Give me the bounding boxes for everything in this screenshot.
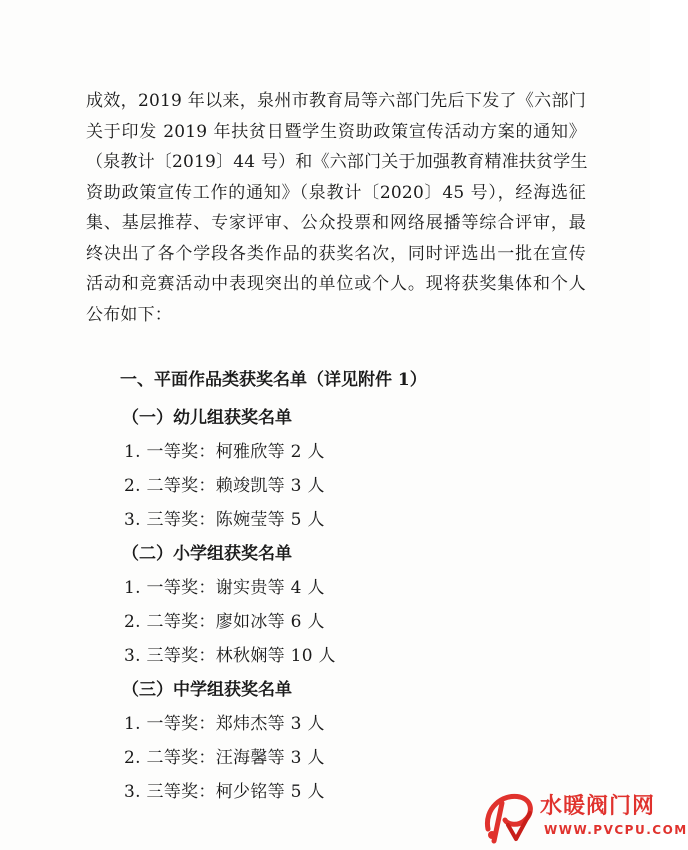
section-heading: 一、平面作品类获奖名单（详见附件 1）: [120, 370, 427, 390]
intro-line: 公布如下：: [86, 304, 172, 325]
award-item: 3. 三等奖：林秋娴等 10 人: [124, 646, 336, 666]
intro-paragraph: [86, 86, 586, 330]
site-watermark[interactable]: [468, 783, 688, 850]
intro-line: 关于印发 2019 年扶贫日暨学生资助政策宣传活动方案的通知》: [86, 121, 586, 142]
intro-line: 成效，2019 年以来，泉州市教育局等六部门先后下发了《六部门: [86, 91, 586, 111]
group-heading-secondary: （三）中学组获奖名单: [122, 680, 292, 700]
intro-line: （泉教计〔2019〕44 号）和《六部门关于加强教育精准扶贫学生: [86, 152, 588, 172]
award-item: 2. 二等奖：赖竣凯等 3 人: [124, 476, 325, 496]
watermark-title: 水暖阀门网: [540, 794, 656, 819]
award-item: 1. 一等奖：柯雅欣等 2 人: [124, 442, 325, 462]
award-item: 2. 二等奖：廖如冰等 6 人: [124, 612, 325, 632]
group-heading-primary: （二）小学组获奖名单: [122, 544, 292, 564]
pv-logo-icon: [478, 785, 540, 847]
group-heading-kindergarten: （一）幼儿组获奖名单: [122, 408, 292, 428]
award-item: 3. 三等奖：柯少铭等 5 人: [124, 782, 325, 802]
award-item: 2. 二等奖：汪海馨等 3 人: [124, 748, 325, 768]
intro-line: 资助政策宣传工作的通知》（泉教计〔2020〕45 号），经海选征: [86, 182, 586, 203]
award-item: 1. 一等奖：郑炜杰等 3 人: [124, 714, 325, 734]
intro-line: 集、基层推荐、专家评审、公众投票和网络展播等综合评审，最: [86, 213, 586, 233]
watermark-url[interactable]: WWW.PVCPU.COM: [544, 823, 688, 837]
award-item: 3. 三等奖：陈婉莹等 5 人: [124, 510, 325, 530]
intro-line: 活动和竞赛活动中表现突出的单位或个人。现将获奖集体和个人: [86, 274, 586, 294]
award-item: 1. 一等奖：谢实贵等 4 人: [124, 578, 325, 598]
intro-line: 终决出了各个学段各类作品的获奖名次，同时评选出一批在宣传: [86, 243, 586, 264]
